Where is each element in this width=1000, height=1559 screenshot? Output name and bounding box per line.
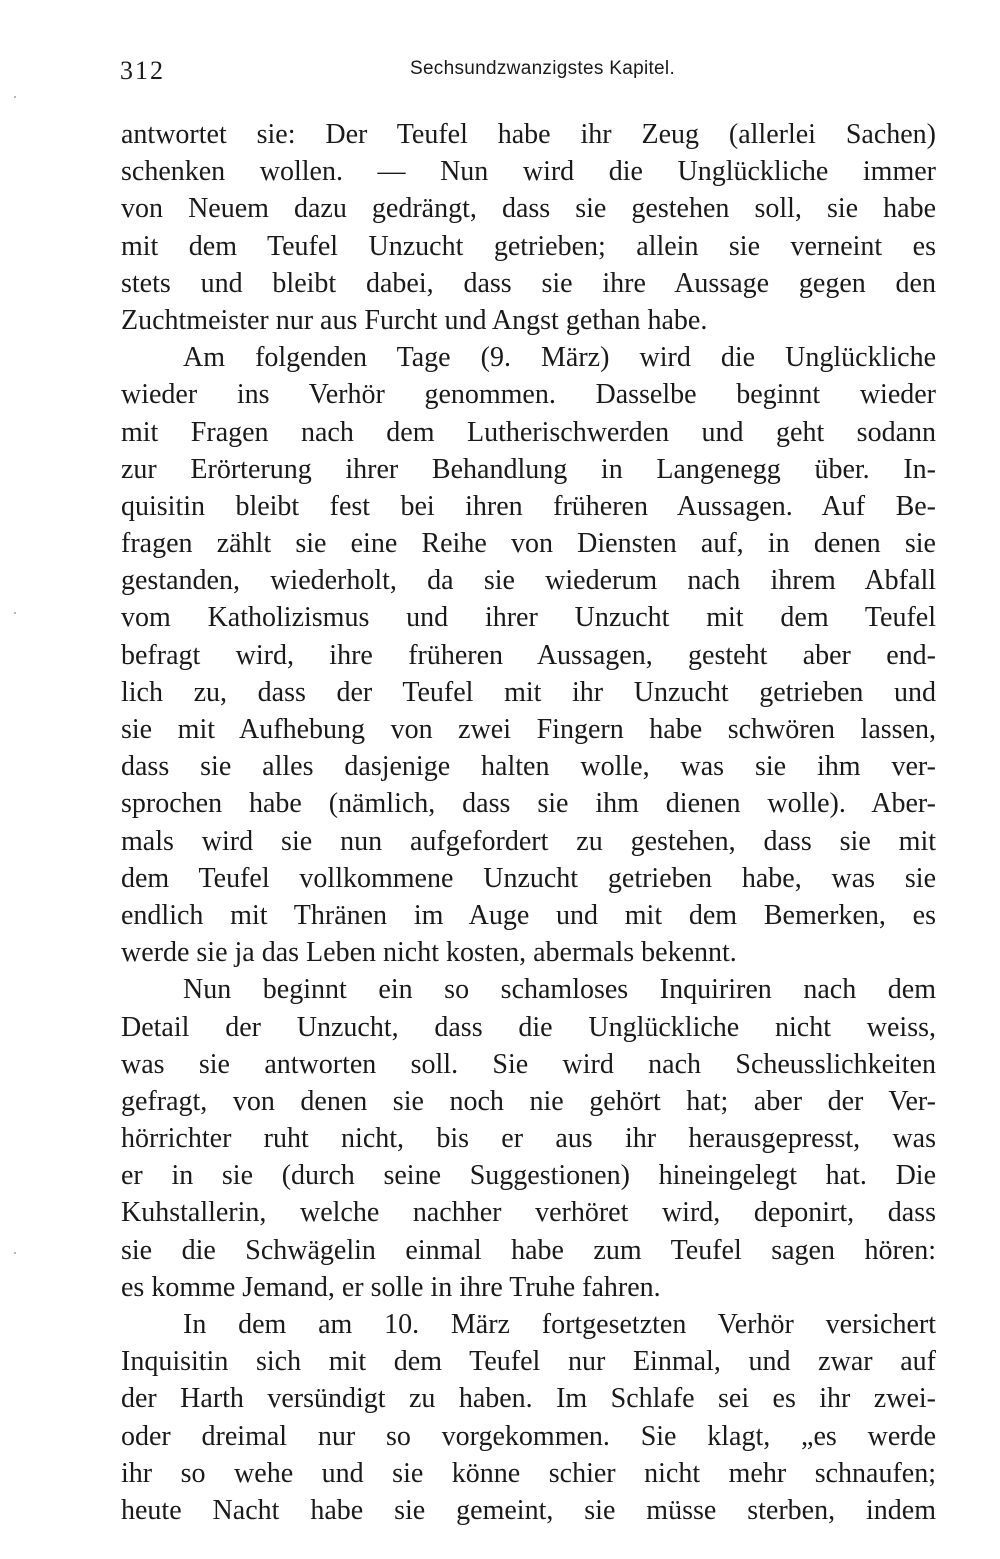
text-line: befragt wird, ihre früheren Aussagen, gesteht aber end- [121, 639, 936, 671]
paragraph-start-line: Am folgenden Tage (9. März) wird die Unglückliche [183, 342, 936, 374]
text-line: sie die Schwägelin einmal habe zum Teufel sagen hören: [121, 1234, 936, 1266]
text-line: Zuchtmeister nur aus Furcht und Angst gethan habe. [121, 304, 708, 336]
text-line: lich zu, dass der Teufel mit ihr Unzucht getrieben und [121, 676, 936, 708]
text-line: Inquisitin sich mit dem Teufel nur Einmal, und zwar auf [121, 1346, 936, 1378]
text-line: oder dreimal nur so vorgekommen. Sie klagt, „es werde [121, 1420, 936, 1452]
text-line: gefragt, von denen sie noch nie gehört hat; aber der Ver- [121, 1085, 936, 1117]
text-line: dass sie alles dasjenige halten wolle, was sie ihm ver- [121, 751, 936, 783]
text-line: vom Katholizismus und ihrer Unzucht mit dem Teufel [121, 602, 936, 634]
text-line: stets und bleibt dabei, dass sie ihre Aussage gegen den [121, 267, 936, 299]
text-line: dem Teufel vollkommene Unzucht getrieben habe, was sie [121, 862, 936, 894]
text-line: wieder ins Verhör genommen. Dasselbe beginnt wieder [121, 379, 936, 411]
text-line: antwortet sie: Der Teufel habe ihr Zeug (allerlei Sachen) [121, 119, 936, 150]
margin-speck [14, 612, 16, 614]
page-number: 312 [120, 56, 165, 85]
chapter-title: Sechsundzwanzigstes Kapitel. [409, 58, 676, 79]
paragraph-start-line: Nun beginnt ein so schamloses Inquiriren nach dem [183, 974, 936, 1006]
text-line: sie mit Aufhebung von zwei Fingern habe schwören lassen, [121, 714, 936, 745]
text-line: hörrichter ruht nicht, bis er aus ihr herausgepresst, was [121, 1123, 936, 1155]
text-line: fragen zählt sie eine Reihe von Diensten auf, in denen sie [121, 528, 936, 560]
paragraph-start-line: In dem am 10. März fortgesetzten Verhör versichert [183, 1309, 936, 1340]
text-line: mit Fragen nach dem Lutherischwerden und geht sodann [121, 416, 936, 448]
text-line: Kuhstallerin, welche nachher verhöret wird, deponirt, dass [121, 1197, 936, 1229]
text-line: ihr so wehe und sie könne schier nicht mehr schnaufen; [121, 1457, 936, 1489]
text-line: Detail der Unzucht, dass die Unglückliche nicht weiss, [121, 1011, 936, 1043]
text-line: gestanden, wiederholt, da sie wiederum nach ihrem Abfall [121, 565, 936, 597]
margin-speck [14, 1252, 16, 1254]
running-head [120, 56, 935, 90]
text-line: es komme Jemand, er solle in ihre Truhe fahren. [121, 1271, 661, 1303]
text-line: werde sie ja das Leben nicht kosten, abermals bekennt. [121, 937, 737, 969]
body-text [121, 116, 936, 1529]
text-line: er in sie (durch seine Suggestionen) hineingelegt hat. Die [121, 1160, 936, 1192]
text-line: von Neuem dazu gedrängt, dass sie gestehen soll, sie habe [121, 193, 936, 225]
text-line: mit dem Teufel Unzucht getrieben; allein sie verneint es [121, 230, 936, 262]
text-line: schenken wollen. — Nun wird die Unglückliche immer [121, 156, 936, 188]
text-line: mals wird sie nun aufgefordert zu gestehen, dass sie mit [121, 825, 936, 857]
text-line: heute Nacht habe sie gemeint, sie müsse sterben, indem [121, 1494, 936, 1526]
text-line: zur Erörterung ihrer Behandlung in Langenegg über. In- [121, 453, 936, 485]
margin-speck [14, 96, 16, 98]
text-line: sprochen habe (nämlich, dass sie ihm dienen wolle). Aber- [121, 788, 936, 820]
text-line: was sie antworten soll. Sie wird nach Scheusslichkeiten [121, 1048, 936, 1080]
text-line: der Harth versündigt zu haben. Im Schlafe sei es ihr zwei- [121, 1383, 936, 1415]
text-line: quisitin bleibt fest bei ihren früheren Aussagen. Auf Be- [121, 490, 936, 522]
text-line: endlich mit Thränen im Auge und mit dem Bemerken, es [121, 899, 936, 931]
